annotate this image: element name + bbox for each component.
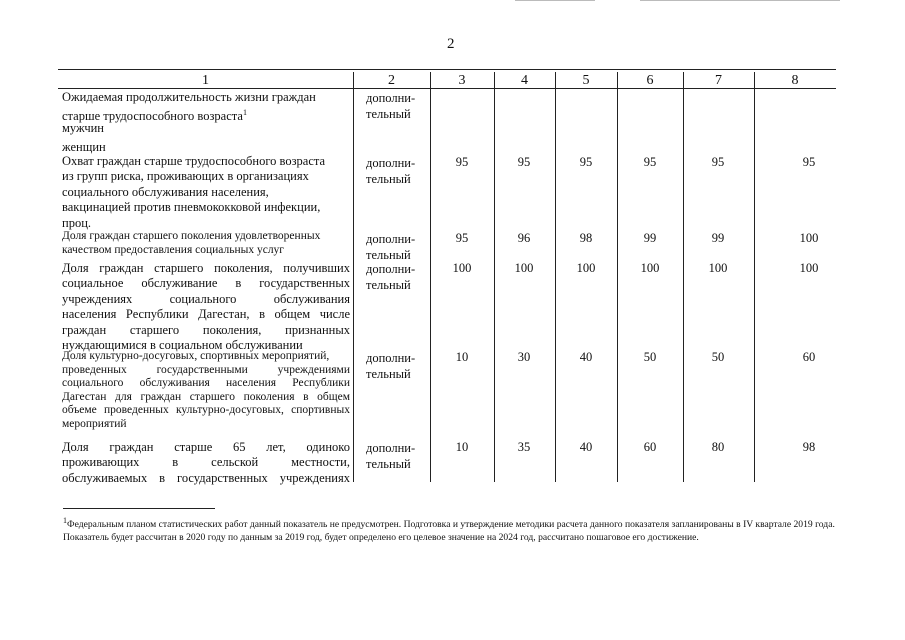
row-5-value-col8: 60 [802,350,816,364]
row-6-value-col8: 98 [802,440,816,454]
row-3-value-col4: 96 [517,231,531,245]
footnote-marker: 1 [63,516,67,525]
row-6-value-col4: 35 [517,440,531,454]
table-top-rule [58,69,836,70]
row-2-value-col6: 95 [643,155,657,169]
header-col-6: 6 [646,73,654,88]
footnote [63,515,843,544]
row-5-value-col7: 50 [711,350,725,364]
row-3-value-col8: 100 [799,231,819,245]
row-6-value-col7: 80 [711,440,725,454]
row-4-indicator-name: Доля граждан старшего поколения, получивших социальное обслуживание в государственных учреждениях социального обслуживания населения Республики Дагестан, в общем числе граждан старшего поколения, признанных нуждающимися в социальном обслуживании [62,261,350,353]
row-5-indicator-name: Доля культурно-досуговых, спортивных мероприятий, проведенных государственными учреждениями социального обслуживания населения Республики Дагестан для граждан старшего поколения в общем объеме проведенных культурно-досуговых, спортивных мероприятий [62,350,350,430]
row-4-type: дополни- тельный [366,262,416,292]
row-1-subrow-women: женщин [62,140,106,154]
row-5-type: дополни- тельный [366,351,416,381]
row-2-value-col8: 95 [802,155,816,169]
row-2-value-col7: 95 [711,155,725,169]
scan-mark [515,0,595,1]
row-5-value-col5: 40 [579,350,593,364]
footnote-text: Федеральным планом статистических работ данный показатель не предусмотрен. Подготовка и утверждение методики расчета данного показателя запланированы в IV квартале 2019 года. Показатель будет рассчитан в 2020 году по данным за 2019 год, будет определено его целевое значение на 2024 год, рассчитано пошаговое его достижение. [63,519,835,543]
row-6-indicator-name: Доля граждан старше 65 лет, одиноко проживающих в сельской местности, обслуживаемых в государственных учреждениях [62,440,350,485]
row-4-value-col4: 100 [514,261,534,275]
row-3-type: дополни- тельный [366,232,416,262]
scan-mark [640,0,840,1]
header-col-5: 5 [582,73,590,88]
row-4-value-col5: 100 [576,261,596,275]
row-3-value-col6: 99 [643,231,657,245]
header-col-8: 8 [791,73,799,88]
header-col-1: 1 [202,73,209,88]
header-col-7: 7 [715,73,722,88]
row-6-value-col3: 10 [455,440,469,454]
row-2-value-col3: 95 [455,155,469,169]
row-5-value-col3: 10 [455,350,469,364]
row-4-value-col3: 100 [452,261,472,275]
row-1-subrow-men: мужчин [62,121,104,135]
row-2-value-col4: 95 [517,155,531,169]
row-2-value-col5: 95 [579,155,593,169]
row-6-value-col5: 40 [579,440,593,454]
header-col-3: 3 [458,73,466,88]
row-6-type: дополни- тельный [366,441,416,471]
row-5-value-col6: 50 [643,350,657,364]
header-col-4: 4 [521,73,528,88]
row-6-value-col6: 60 [643,440,657,454]
footnote-separator [63,508,215,509]
row-4-value-col7: 100 [708,261,728,275]
row-4-value-col8: 100 [799,261,819,275]
row-4-value-col6: 100 [640,261,660,275]
row-1-indicator-name: Ожидаемая продолжительность жизни граждан старше трудоспособного возраста$^1$ [62,90,316,124]
row-2-indicator-name: Охват граждан старше трудоспособного возраста из групп риска, проживающих в организациях социального обслуживания населения, вакцинацией против пневмококковой инфекции, проц. [62,154,326,230]
row-1-type: дополни- тельный [366,91,416,121]
row-3-value-col7: 99 [711,231,725,245]
page-number: 2 [447,36,455,52]
row-2-type: дополни- тельный [366,156,416,186]
row-3-value-col5: 98 [579,231,593,245]
header-col-2: 2 [388,73,395,88]
row-5-value-col4: 30 [517,350,531,364]
row-3-value-col3: 95 [455,231,469,245]
row-3-indicator-name: Доля граждан старшего поколения удовлетворенных качеством предоставления социальных услуг [62,230,321,256]
